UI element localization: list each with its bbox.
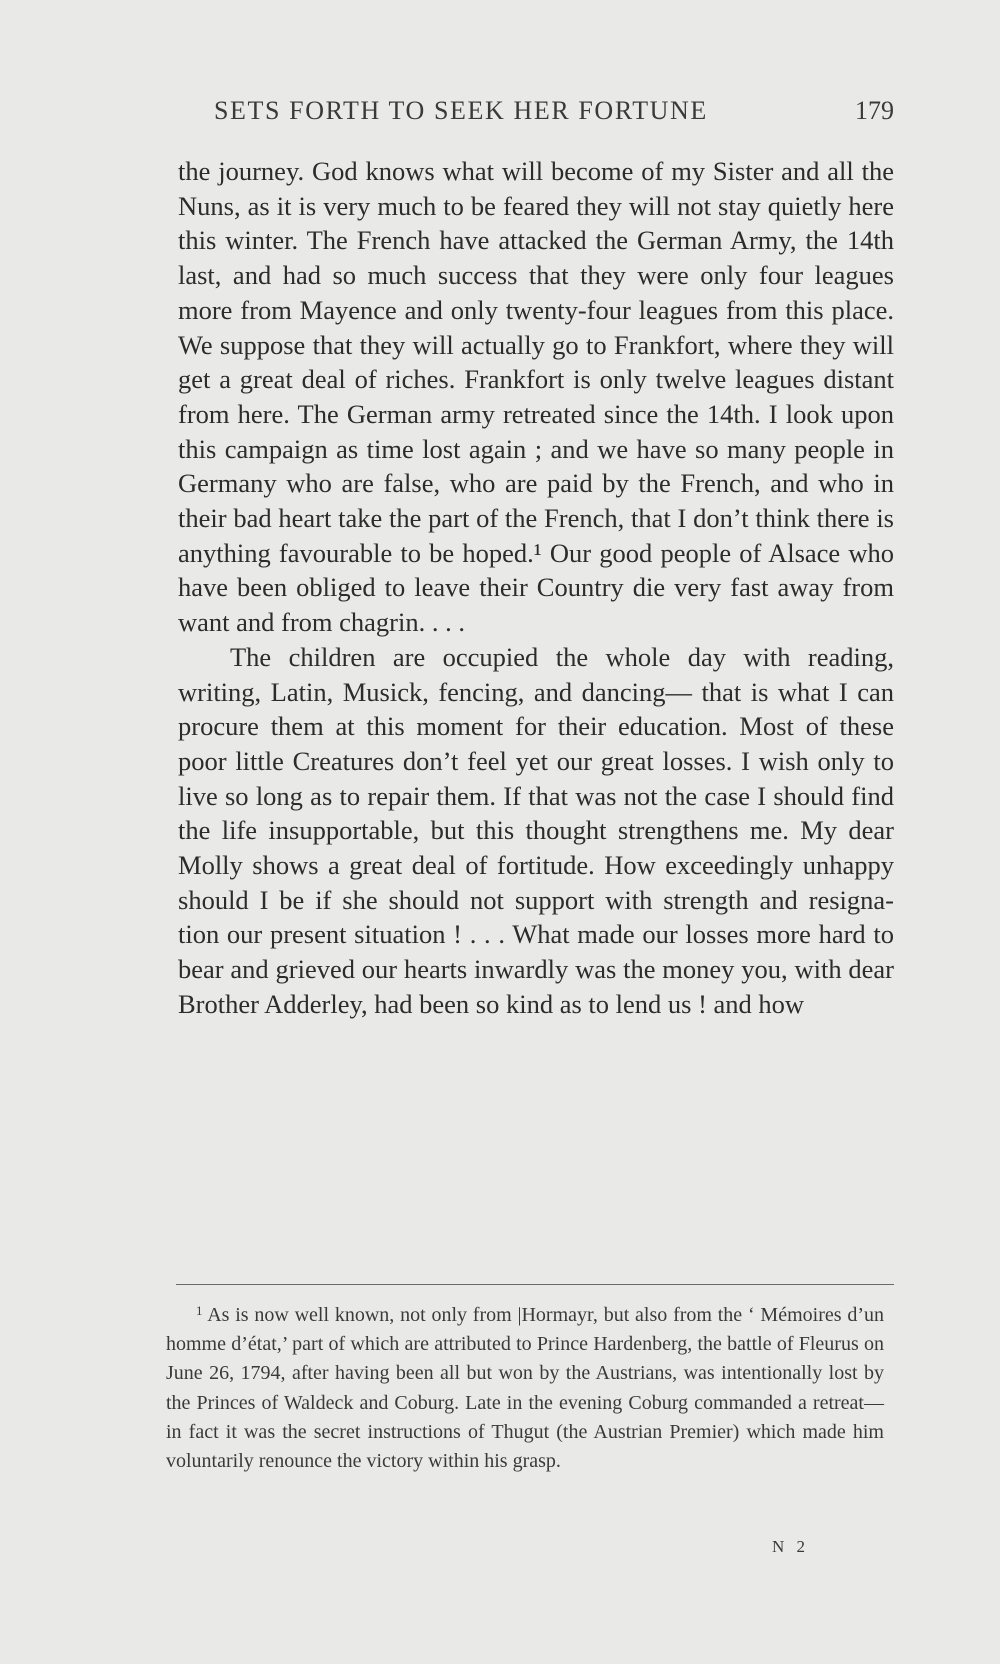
paragraph: The children are occupied the whole day with reading, writing, Latin, Musick, fencing, and dancing— that is what I can procure them at this moment for their education. Most of these poor little Creatures don’t feel yet our great losses. I wish only to live so long as to repair them. If that was not the case I should find the life insupportable, but this thought strengthens me. My dear Molly shows a great deal of fortitude. How exceedingly unhappy should I be if she should not support with strength and resigna- tion our present situation ! . . . What made our losses more hard to bear and grieved our hearts inwardly was the money you, with dear Brother Adderley, had been so kind as to lend us ! and how xyxy=(178,641,894,1019)
footnote xyxy=(166,1296,884,1476)
footnote-rule xyxy=(176,1284,894,1285)
paragraph: the journey. God knows what will become of my Sister and all the Nuns, as it is very much to be feared they will not stay quietly here this winter. The French have attacked the German Army, the 14th last, and had so much success that they were only four leagues more from Mayence and only twenty-four leagues from this place. We suppose that they will actually go to Frankfort, where they will get a great deal of riches. Frankfort is only twelve leagues distant from here. The German army retreated since the 14th. I look upon this campaign as time lost again ; and we have so many people in Germany who are false, who are paid by the French, and who in their bad heart take the part of the French, that I don’t think there is anything favourable to be hoped.¹ Our good people of Alsace who have been obliged to leave their Country die very fast away from want and from chagrin. . . . xyxy=(178,156,894,638)
signature-mark: N 2 xyxy=(772,1537,810,1556)
running-head xyxy=(214,96,894,132)
page-number: 179 xyxy=(855,96,894,125)
body-text xyxy=(178,154,894,1022)
footnote-text: As is now well known, not only from |Hormayr, but also from the ‘ Mémoires d’un homme d’état,’ part of which are attributed to Prince Hardenberg, the battle of Fleurus on June 26, 1794, after having been all but won by the Austrians, was intentionally lost by the Princes of Waldeck and Coburg. Late in the evening Coburg commanded a retreat—in fact it was the secret instructions of Thugut (the Austrian Premier) which made him voluntarily renounce the victory within his grasp. xyxy=(166,1304,884,1473)
footnote-marker: 1 xyxy=(196,1303,203,1318)
running-head-title: SETS FORTH TO SEEK HER FORTUNE xyxy=(214,96,708,125)
